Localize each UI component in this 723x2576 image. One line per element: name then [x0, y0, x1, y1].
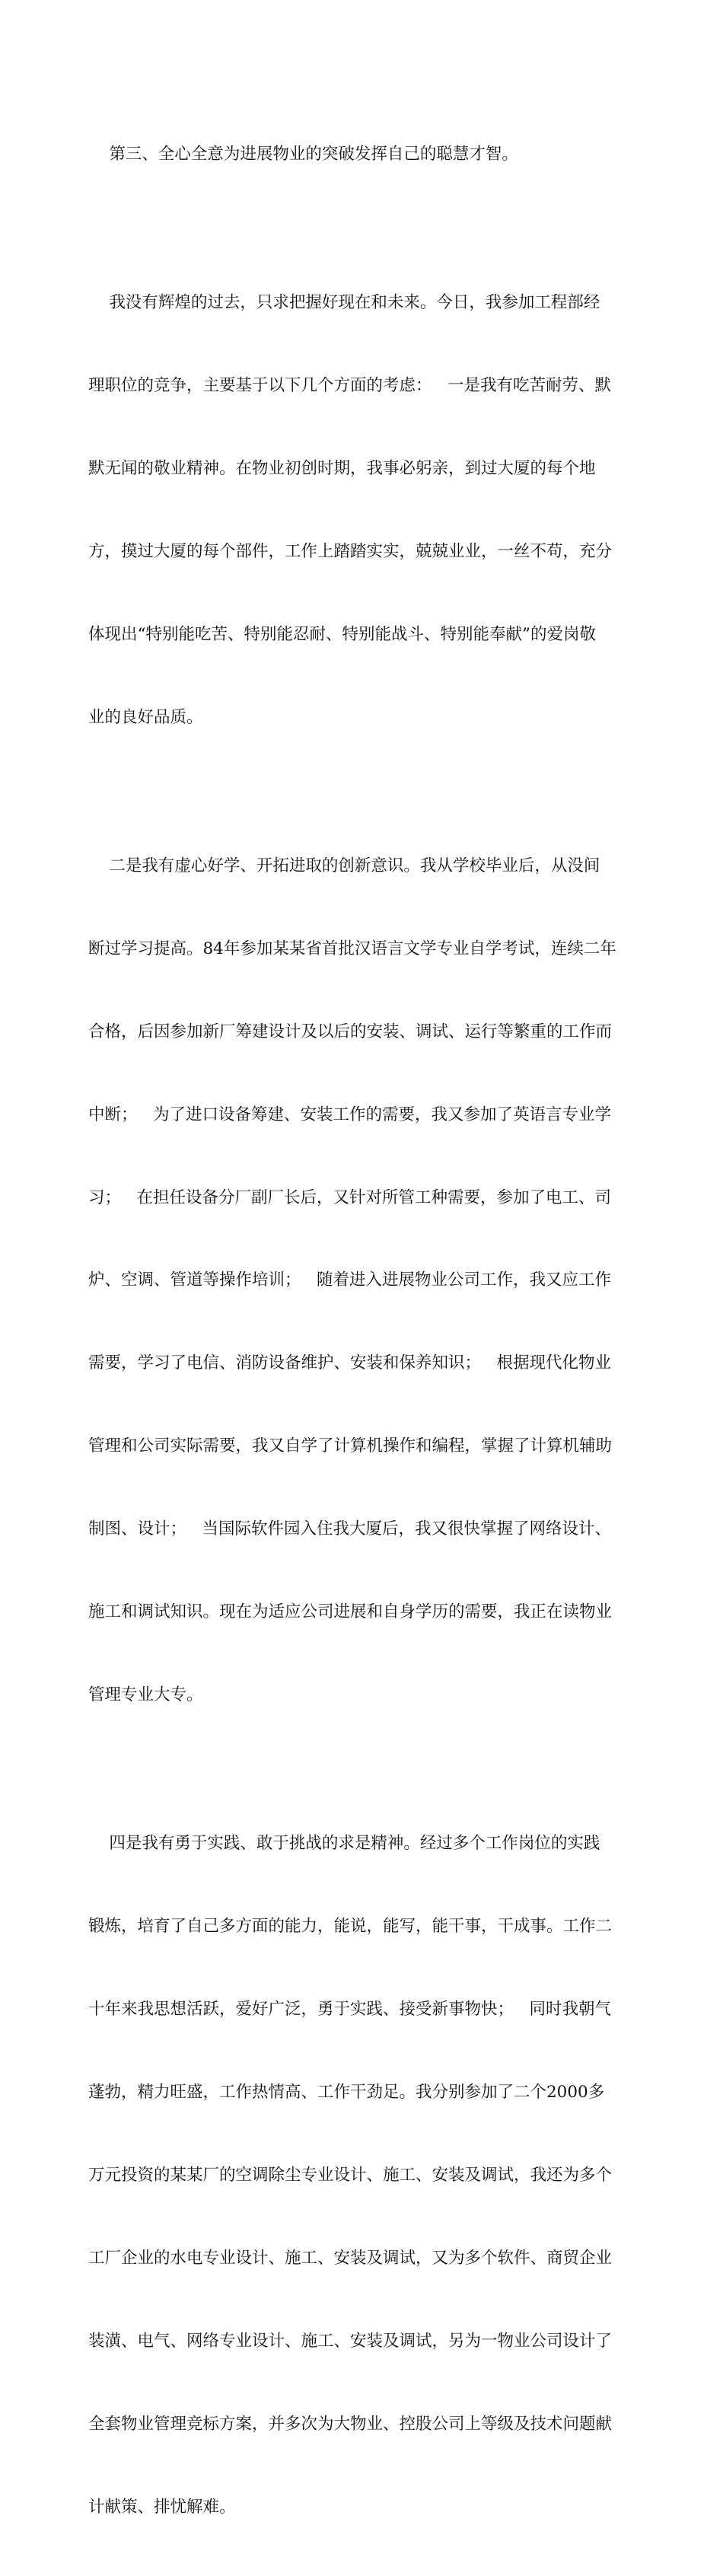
text-line: 中断； 为了进口设备筹建、安装工作的需要，我又参加了英语言专业学 — [88, 1105, 612, 1124]
text-line: 装潢、电气、网络专业设计、施工、安装及调试，另为一物业公司设计了 — [88, 2331, 613, 2351]
text-line: 蓬勃，精力旺盛，工作热情高、工作干劲足。我分别参加了二个2000多 — [88, 2083, 605, 2103]
text-line: 施工和调试知识。现在为适应公司进展和自身学历的需要，我正在读物业 — [88, 1602, 613, 1622]
text-line: 理职位的竞争，主要基于以下几个方面的考虑： 一是我有吃苦耐劳、默 — [88, 375, 612, 395]
text-line: 四是我有勇于实践、敢于挑战的求是精神。经过多个工作岗位的实践 — [88, 1834, 600, 1854]
text-line: 方，摸过大厦的每个部件，工作上踏踏实实，兢兢业业，一丝不苟，充分 — [88, 541, 613, 561]
text-line: 万元投资的某某厂的空调除尘专业设计、施工、安装及调试，我还为多个 — [88, 2165, 613, 2185]
text-line: 全套物业管理竞标方案，并多次为大物业、控股公司上等级及技术问题献 — [88, 2414, 613, 2434]
paragraph-learning — [88, 797, 636, 1764]
text-line: 我没有辉煌的过去，只求把握好现在和未来。今日，我参加工程部经 — [88, 293, 600, 313]
text-line: 计献策、排忧解难。 — [88, 2497, 236, 2517]
document-page — [88, 85, 636, 2576]
text-line: 制图、设计； 当国际软件园入住我大厦后，我又很快掌握了网络设计、 — [88, 1519, 612, 1539]
text-line: 需要，学习了电信、消防设备维护、安装和保养知识； 根据现代化物业 — [88, 1353, 612, 1373]
text-line: 工厂企业的水电专业设计、施工、安装及调试，又为多个软件、商贸企业 — [88, 2248, 613, 2268]
text-line: 合格，后因参加新厂筹建设计及以后的安装、调试、运行等繁重的工作而 — [88, 1022, 613, 1041]
text-line: 习； 在担任设备分厂副厂长后，又针对所管工种需要，参加了电工、司 — [88, 1188, 612, 1207]
text-line: 第三、全心全意为进展物业的突破发挥自己的聪慧才智。 — [88, 144, 518, 164]
paragraph-competition-reasons — [88, 234, 636, 786]
text-line: 业的良好品质。 — [88, 707, 203, 727]
text-line: 十年来我思想活跃，爱好广泛，勇于实践、接受新事物快； 同时我朝气 — [88, 2000, 612, 2020]
paragraph-practice — [88, 1775, 636, 2576]
text-line: 管理和公司实际需要，我又自学了计算机操作和编程，掌握了计算机辅助 — [88, 1436, 613, 1456]
text-line: 默无闻的敬业精神。在物业初创时期，我事必躬亲，到过大厦的每个地 — [88, 458, 596, 478]
paragraph-third-point — [88, 85, 636, 223]
text-line: 炉、空调、管道等操作培训； 随着进入进展物业公司工作，我又应工作 — [88, 1270, 612, 1290]
text-line: 断过学习提高。84年参加某某省首批汉语言文学专业自学考试，连续二年 — [88, 939, 616, 958]
text-line: 锻炼，培育了自己多方面的能力，能说，能写，能干事，干成事。工作二 — [88, 1917, 613, 1937]
text-line: 二是我有虚心好学、开拓进取的创新意识。我从学校毕业后，从没间 — [88, 856, 600, 876]
text-line: 体现出“特别能吃苦、特别能忍耐、特别能战斗、特别能奉献”的爱岗敬 — [88, 624, 596, 644]
text-line: 管理专业大专。 — [88, 1685, 203, 1704]
